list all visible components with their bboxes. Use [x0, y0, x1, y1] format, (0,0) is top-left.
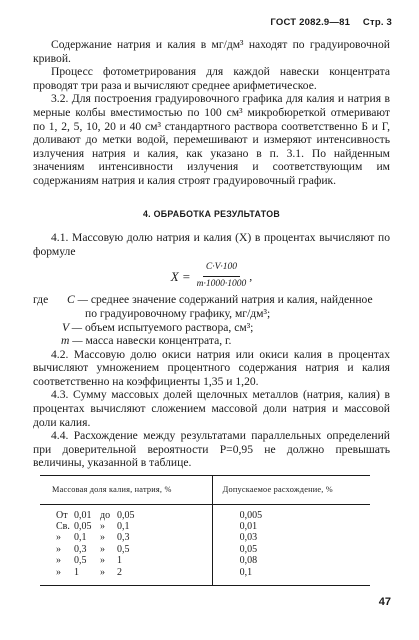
range-part: 0,01 [74, 509, 92, 521]
paragraph-3-2: 3.2. Для построения градуировочного графика для калия и натрия в мерные колбы вместимостью по 100 см³ микробюреткой отмеривают по 1, 2, 5, 10, 20 и 40 см³ стандартного раствора соответственно Б и Г, доливают до метки водой, перемешивают и измеряют интенсивность излучения натрия и калия, как указано в п. 3.1. По найденным значениям интенсивности излучения и соответствующим им содержаниям натрия и калия строят градуировочный график. [33, 92, 390, 187]
table-row [40, 504, 370, 521]
paragraph-4-1: 4.1. Массовую долю натрия и калия (X) в процентах вычисляют по формуле [33, 231, 390, 258]
def-c-text: среднее значение содержаний натрия и калия, найденное [90, 293, 373, 307]
range-part: » [56, 543, 61, 555]
range-part: » [56, 532, 61, 544]
range-part: От [56, 509, 68, 521]
table-row [40, 567, 370, 586]
def-v-text: объем испытуемого раствора, см³; [85, 320, 254, 334]
running-header [270, 17, 392, 28]
tolerance-cell: 0,1 [212, 567, 370, 586]
range-part: до [100, 509, 111, 521]
range-cell [40, 544, 212, 555]
range-part: 0,05 [117, 509, 135, 521]
formula-tail: , [249, 268, 253, 283]
table-row [40, 555, 370, 566]
range-part: 0,1 [117, 521, 130, 533]
table-row [40, 532, 370, 543]
range-part: 0,05 [74, 521, 92, 533]
where-label: где [33, 293, 49, 307]
paragraph-4-3: 4.3. Сумму массовых долей щелочных металлов (натрия, калия) в процентах вычисляют сложением массовой доли натрия и массовой доли калия. [33, 388, 390, 429]
definition-c [33, 293, 390, 307]
tolerance-cell: 0,01 [239, 521, 258, 533]
range-cell [40, 521, 212, 532]
range-part: 0,3 [117, 532, 130, 544]
range-part: 0,1 [74, 532, 87, 544]
def-c-symbol: C — [67, 293, 88, 307]
table-row [40, 521, 370, 532]
range-part: 0,5 [117, 543, 130, 555]
section-title: 4. ОБРАБОТКА РЕЗУЛЬТАТОВ [142, 208, 281, 219]
formula-lhs: X = [170, 268, 191, 284]
range-part: » [56, 566, 61, 578]
range-part: Св. [56, 521, 70, 533]
range-cell [40, 567, 212, 586]
range-cell [40, 555, 212, 566]
range-part: 2 [117, 566, 122, 578]
tolerance-cell: 0,08 [239, 555, 258, 567]
range-part: » [100, 532, 105, 544]
range-part: » [100, 521, 105, 533]
definition-m [33, 334, 390, 348]
range-cell [40, 532, 212, 543]
def-c-continuation: по градуировочному графику, мг/дм³; [85, 306, 271, 320]
page-number: 47 [378, 596, 391, 608]
table-header-tolerance: Допускаемое расхождение, % [212, 476, 370, 505]
tolerance-cell: 0,05 [239, 543, 258, 555]
paragraph-4-2: 4.2. Массовую долю окиси натрия или окиси калия в процентах вычисляют умножением процентного содержания натрия и калия соответственно на коэффициенты 1,35 и 1,20. [33, 347, 390, 388]
tolerance-cell: 0,005 [239, 509, 263, 521]
paragraph-photometry: Процесс фотометрирования для каждой навески концентрата проводят три раза и вычисляют среднее арифметическое. [33, 65, 390, 92]
range-part: » [100, 566, 105, 578]
paragraph-content-note: Содержание натрия и калия в мг/дм³ находят по градуировочной кривой. [33, 38, 390, 65]
formula-fraction [194, 261, 253, 291]
formula-numerator: C·V·100 [203, 261, 240, 277]
table-header-mass-fraction: Массовая доля калия, натрия, % [40, 476, 212, 505]
range-part: » [56, 555, 61, 567]
definition-v [33, 321, 390, 335]
range-part: 0,3 [74, 543, 87, 555]
range-part: » [100, 543, 105, 555]
range-part: 1 [117, 555, 122, 567]
range-part: 1 [74, 566, 79, 578]
formula-denominator: m·1000·1000 [196, 278, 247, 289]
range-part: » [100, 555, 105, 567]
formula [33, 261, 390, 291]
range-cell [40, 504, 212, 521]
tolerance-table [40, 475, 370, 586]
paragraph-4-4: 4.4. Расхождение между результатами параллельных определений при доверительной вероятности P=0,95 не должно превышать величины, указанной в таблице. [33, 429, 390, 470]
table-row [40, 544, 370, 555]
page-label: Стр. 3 [362, 17, 392, 28]
def-v-symbol: V — [62, 320, 83, 334]
def-m-text: масса навески концентрата, г. [85, 334, 232, 348]
range-part: 0,5 [74, 555, 87, 567]
tolerance-cell: 0,03 [239, 532, 258, 544]
def-m-symbol: m — [61, 334, 83, 348]
page-body [33, 38, 390, 586]
standard-code: ГОСТ 2082.9—81 [270, 17, 351, 28]
